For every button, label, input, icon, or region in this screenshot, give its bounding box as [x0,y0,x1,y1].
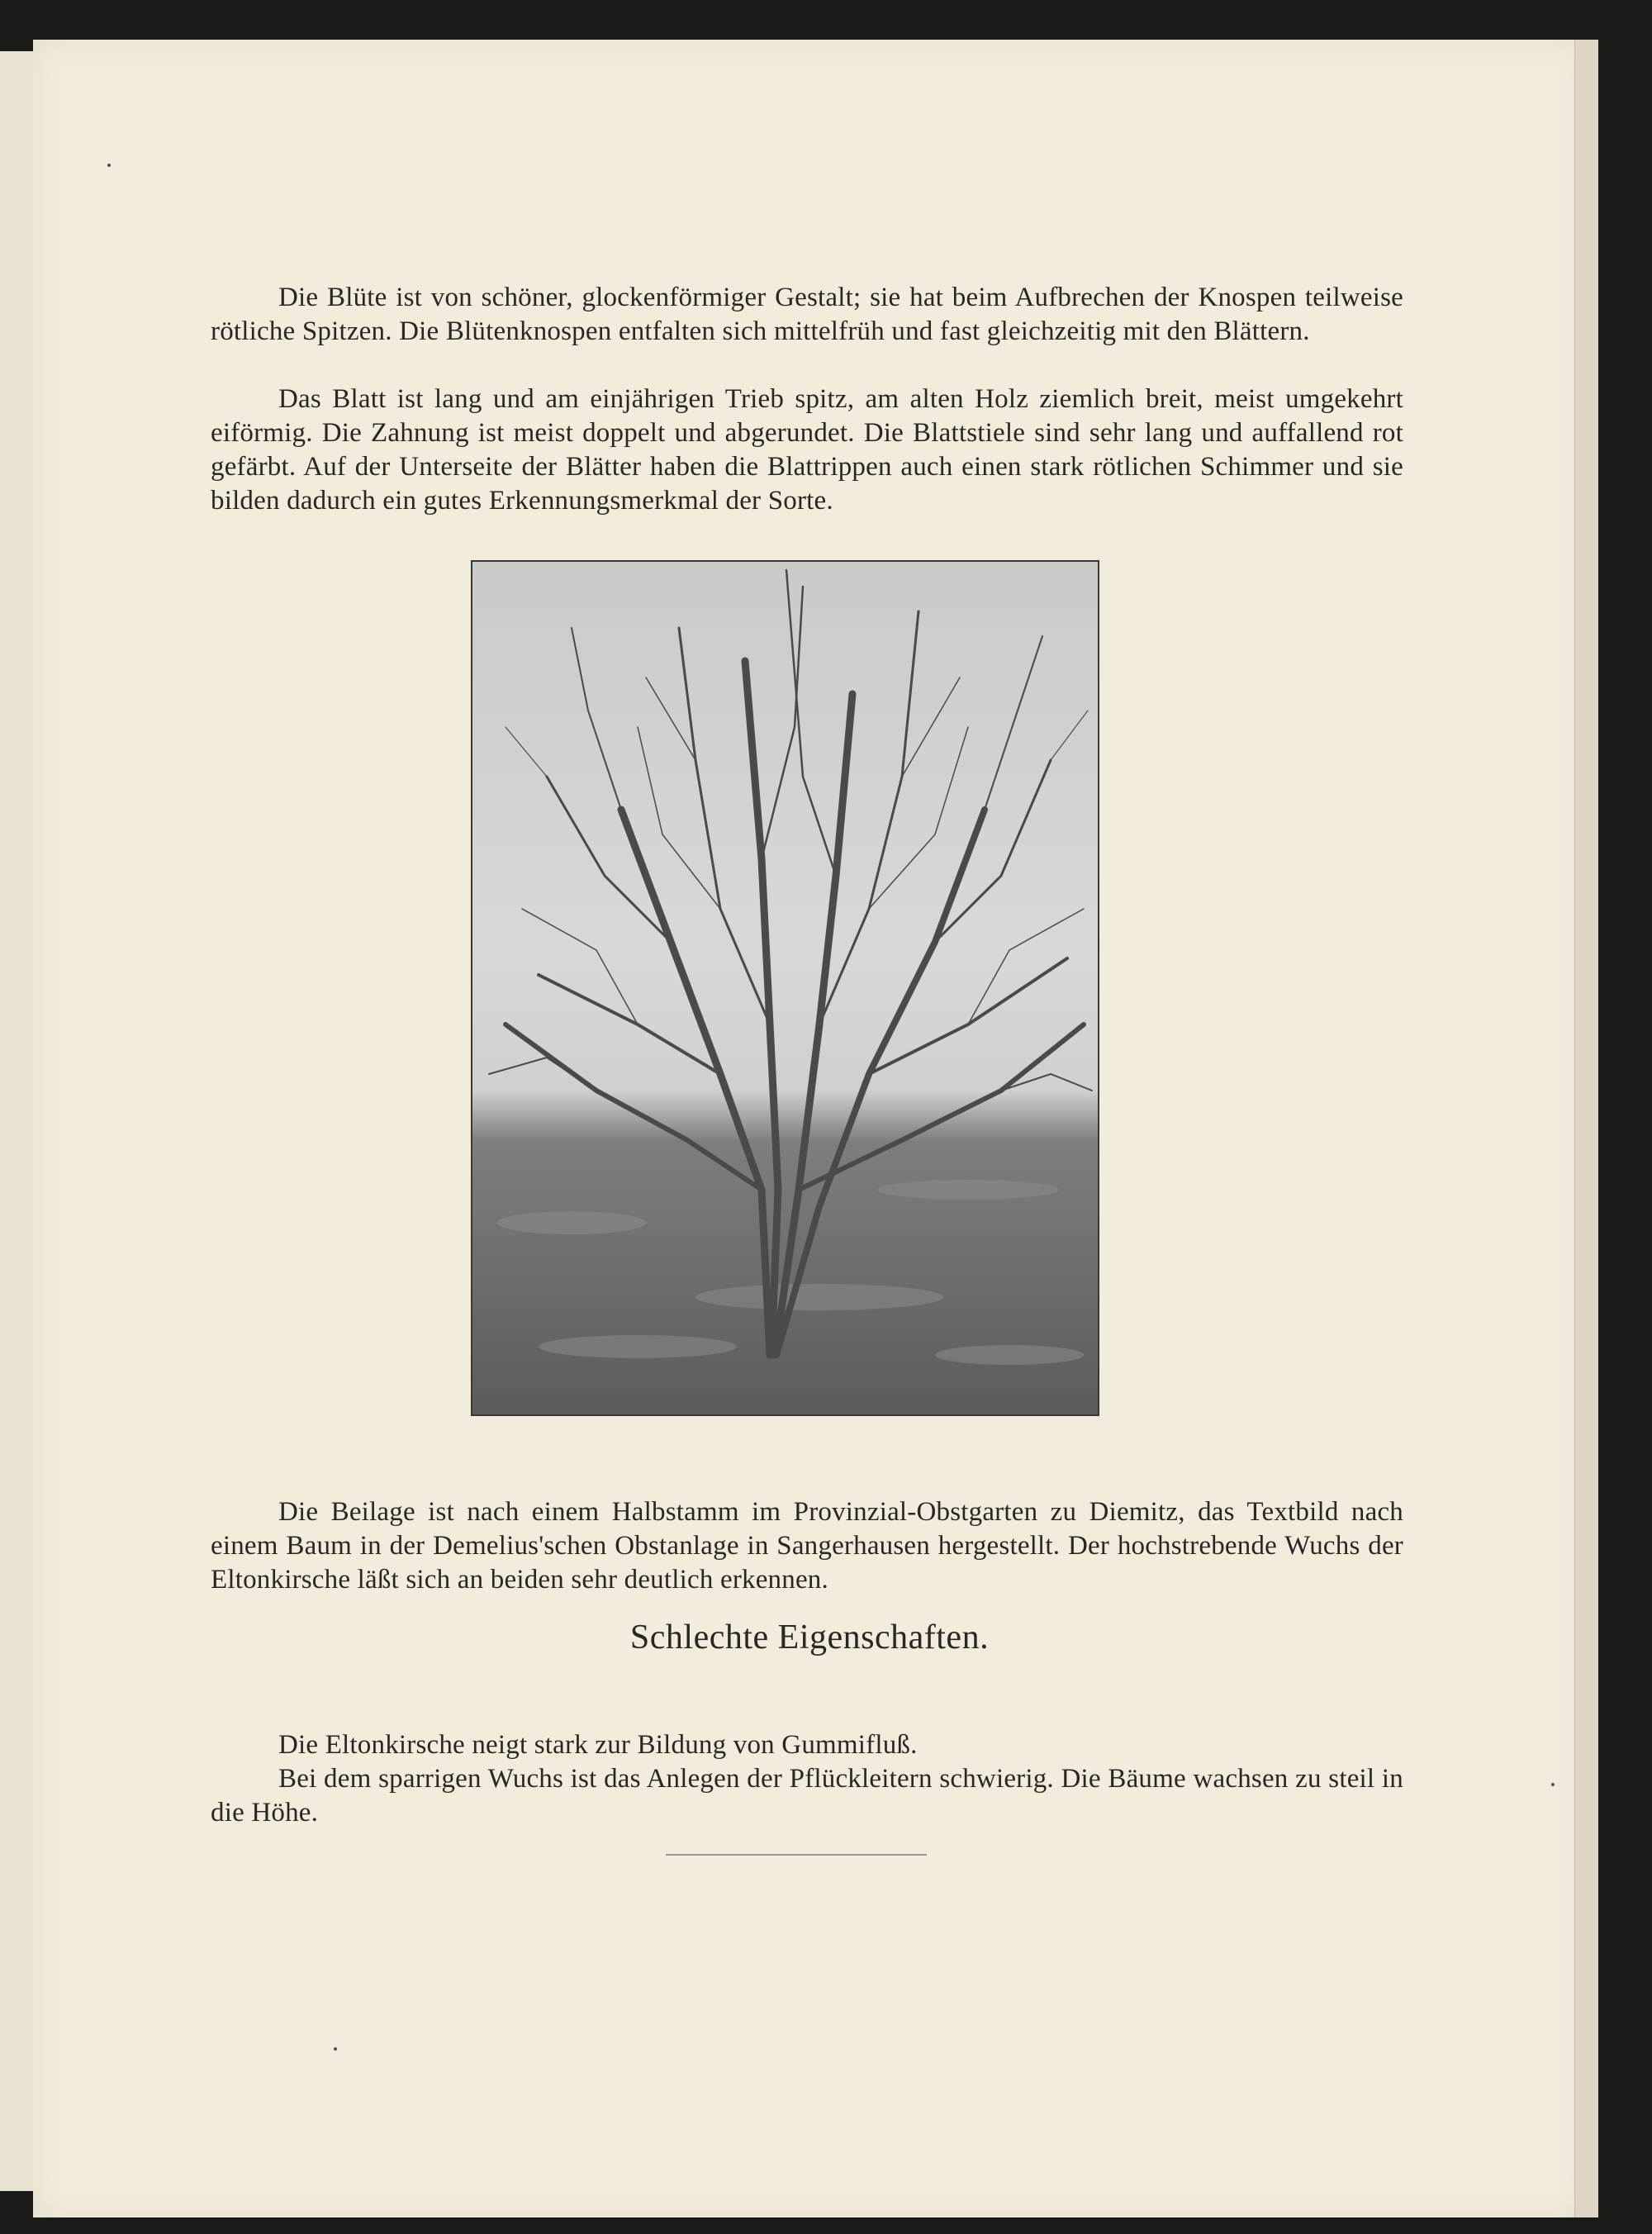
paragraph-gummifluss: Die Eltonkirsche neigt stark zur Bildung von Gummifluß. [278,1730,918,1760]
book-page [33,40,1586,2217]
paper-speck [107,164,111,167]
paragraph-caption: Die Beilage ist nach einem Halbstamm im Provinzial-Obstgarten zu Diemitz, das Textbild nach einem Baum in der Demelius'schen Obstanlage in Sangerhausen hergestellt. Der hochstrebende Wuchs der Eltonkirsche läßt sich an beiden sehr deutlich erkennen. [211,1497,1403,1595]
section-end-rule [666,1854,927,1856]
bare-tree-illustration [472,562,1098,1414]
tree-photograph [471,560,1099,1416]
paragraph-growth: Bei dem sparrigen Wuchs ist das Anlegen der Pflückleitern schwierig. Die Bäume wachsen zu steil in die Höhe. [211,1764,1403,1828]
paragraph-leaf: Das Blatt ist lang und am einjährigen Trieb spitz, am alten Holz ziemlich breit, meist umgekehrt eiförmig. Die Zahnung ist meist doppelt und abgerundet. Die Blattstiele sind sehr lang und auffallend rot gefärbt. Auf der Unterseite der Blätter haben die Blattrippen auch einen stark rötlichen Schimmer und sie bilden dadurch ein gutes Erkennungsmerkmal der Sorte. [211,384,1403,516]
paper-speck [334,2047,337,2051]
page-stack-edge [1574,40,1598,2217]
paper-speck [1551,1783,1555,1786]
section-heading: Schlechte Eigenschaften. [629,1618,990,1656]
adjacent-page-edge [0,51,35,2191]
paragraph-bloom: Die Blüte ist von schöner, glockenförmiger Gestalt; sie hat beim Aufbrechen der Knospen teilweise rötliche Spitzen. Die Blütenknospen entfalten sich mittelfrüh und fast gleichzeitig mit den Blättern. [211,283,1403,346]
tree-branches [489,570,1092,1355]
